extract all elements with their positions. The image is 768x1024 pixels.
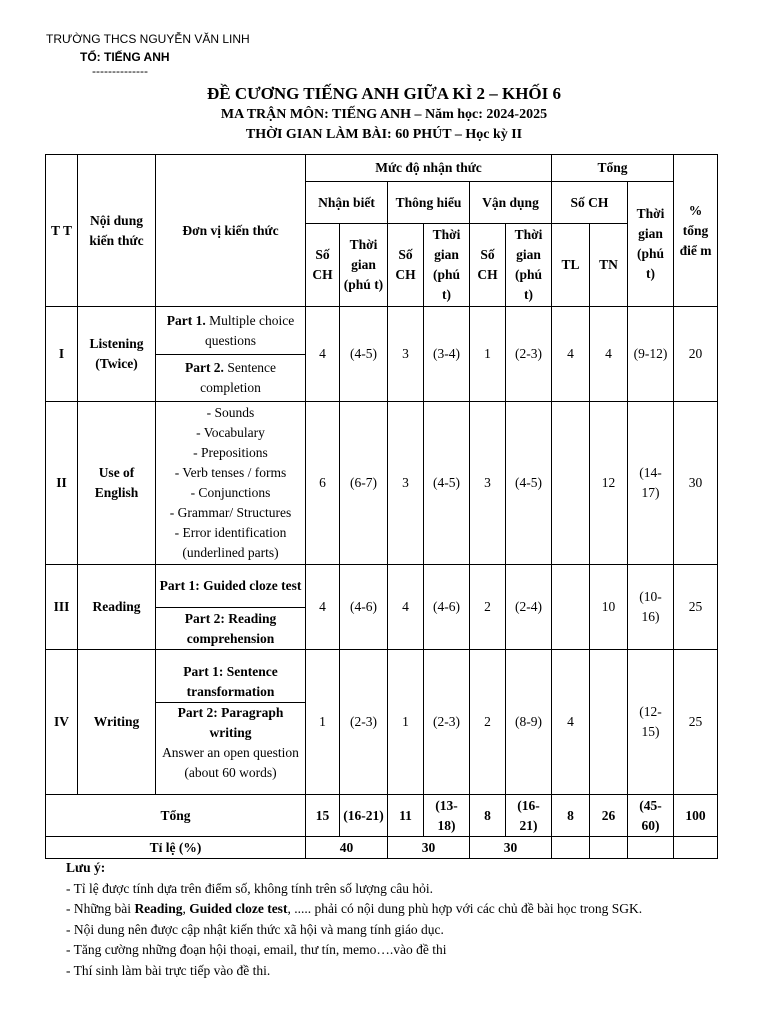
ratio-th: 30 (388, 837, 470, 859)
row-vd-sch: 2 (470, 565, 506, 650)
header-percent: % tổng điể m (674, 155, 718, 307)
row-unit-part: Part 2. Sentence completion (156, 355, 306, 402)
header-tt: T T (46, 155, 78, 307)
note-line: - Tỉ lệ được tính dựa trên điểm số, không tính trên số lượng câu hỏi. (66, 880, 434, 896)
row-tl (552, 565, 590, 650)
ratio-empty (628, 837, 674, 859)
header-content: Nội dung kiến thức (78, 155, 156, 307)
row-th-time: (4-6) (424, 565, 470, 650)
row-vd-sch: 1 (470, 307, 506, 402)
header-tl: TL (552, 224, 590, 307)
exam-time-subtitle: THỜI GIAN LÀM BÀI: 60 PHÚT – Học kỳ II (245, 127, 523, 142)
ratio-vd: 30 (470, 837, 552, 859)
row-tt: IV (46, 650, 78, 795)
row-th-sch: 1 (388, 650, 424, 795)
row-vd-time: (4-5) (506, 402, 552, 565)
header-total-time: Thời gian (phú t) (628, 182, 674, 307)
header-recognize: Nhận biết (306, 182, 388, 224)
row-tt: II (46, 402, 78, 565)
header-vd-sch: Số CH (470, 224, 506, 307)
ratio-empty (674, 837, 718, 859)
total-percent: 100 (674, 795, 718, 837)
total-nb-sch: 15 (306, 795, 340, 837)
row-vd-time: (2-4) (506, 565, 552, 650)
total-vd-sch: 8 (470, 795, 506, 837)
ratio-row (46, 837, 718, 859)
row-content: Writing (78, 650, 156, 795)
row-nb-sch: 4 (306, 307, 340, 402)
row-nb-time: (2-3) (340, 650, 388, 795)
row-tn: 10 (590, 565, 628, 650)
total-vd-time: (16-21) (506, 795, 552, 837)
row-nb-sch: 6 (306, 402, 340, 565)
total-th-sch: 11 (388, 795, 424, 837)
total-tn: 26 (590, 795, 628, 837)
document-subtitle: MA TRẬN MÔN: TIẾNG ANH – Năm học: 2024-2025 (220, 107, 548, 122)
row-percent: 25 (674, 650, 718, 795)
note-line: - Những bài Reading, Guided cloze test, ..... phải có nội dung phù hợp với các chủ đề bài học trong SGK. (66, 901, 643, 917)
note-line: - Tăng cường những đoạn hội thoại, email, thư tín, memo….vào đề thi (66, 942, 447, 958)
row-tt: III (46, 565, 78, 650)
row-tl: 4 (552, 307, 590, 402)
total-row (46, 795, 718, 837)
note-line: - Nội dung nên được cập nhật kiến thức xã hội và mang tính giáo dục. (66, 921, 444, 937)
ratio-empty (590, 837, 628, 859)
row-vd-time: (8-9) (506, 650, 552, 795)
ratio-nb: 40 (306, 837, 388, 859)
row-percent: 20 (674, 307, 718, 402)
row-unit-list: - Sounds - Vocabulary - Prepositions - Verb tenses / forms - Conjunctions - Grammar/ Structures - Error identification (underlined parts) (156, 402, 306, 565)
total-nb-time: (16-21) (340, 795, 388, 837)
row-time: (14-17) (628, 402, 674, 565)
row-th-time: (3-4) (424, 307, 470, 402)
header-cognitive-level: Mức độ nhận thức (306, 155, 552, 182)
row-percent: 25 (674, 565, 718, 650)
ratio-label: Tỉ lệ (%) (46, 837, 306, 859)
row-content: Reading (78, 565, 156, 650)
row-unit-part: Part 1. Multiple choice questions (156, 307, 306, 355)
row-tt: I (46, 307, 78, 402)
ratio-empty (552, 837, 590, 859)
row-tn: 4 (590, 307, 628, 402)
notes-section (66, 858, 642, 982)
header-th-sch: Số CH (388, 224, 424, 307)
row-nb-time: (6-7) (340, 402, 388, 565)
total-th-time: (13-18) (424, 795, 470, 837)
row-th-sch: 3 (388, 307, 424, 402)
department-name: TỔ: TIẾNG ANH (80, 50, 170, 64)
row-tn (590, 650, 628, 795)
row-nb-sch: 1 (306, 650, 340, 795)
note-line: - Thí sinh làm bài trực tiếp vào đề thi. (66, 962, 271, 978)
table-row (46, 307, 718, 355)
row-unit-part: Part 1: Guided cloze test (156, 565, 306, 608)
row-vd-sch: 2 (470, 650, 506, 795)
header-apply: Vận dụng (470, 182, 552, 224)
row-unit-writing: Part 1: Sentence transformation Part 2: Paragraph writing Answer an open question (about 60 words) (156, 650, 306, 795)
row-time: (10-16) (628, 565, 674, 650)
row-unit-part: Part 2: Reading comprehension (156, 608, 306, 650)
notes-title: Lưu ý: (66, 860, 106, 875)
school-name: TRƯỜNG THCS NGUYỄN VĂN LINH (46, 32, 250, 46)
total-time: (45-60) (628, 795, 674, 837)
row-content: Listening (Twice) (78, 307, 156, 402)
row-percent: 30 (674, 402, 718, 565)
header-nb-sch: Số CH (306, 224, 340, 307)
row-th-time: (4-5) (424, 402, 470, 565)
row-vd-time: (2-3) (506, 307, 552, 402)
row-time: (9-12) (628, 307, 674, 402)
row-nb-time: (4-5) (340, 307, 388, 402)
header-separator: -------------- (92, 64, 148, 78)
header-tn: TN (590, 224, 628, 307)
row-tl (552, 402, 590, 565)
header-th-time: Thời gian (phú t) (424, 224, 470, 307)
table-row (46, 402, 718, 565)
row-tl: 4 (552, 650, 590, 795)
row-nb-sch: 4 (306, 565, 340, 650)
exam-matrix-table (45, 154, 718, 859)
header-nb-time: Thời gian (phú t) (340, 224, 388, 307)
row-th-time: (2-3) (424, 650, 470, 795)
header-total: Tổng (552, 155, 674, 182)
header-total-sch: Số CH (552, 182, 628, 224)
header-unit: Đơn vị kiến thức (156, 155, 306, 307)
row-th-sch: 3 (388, 402, 424, 565)
total-tl: 8 (552, 795, 590, 837)
row-content: Use of English (78, 402, 156, 565)
row-tn: 12 (590, 402, 628, 565)
table-row (46, 650, 718, 795)
header-vd-time: Thời gian (phú t) (506, 224, 552, 307)
row-vd-sch: 3 (470, 402, 506, 565)
row-th-sch: 4 (388, 565, 424, 650)
row-time: (12-15) (628, 650, 674, 795)
header-understand: Thông hiểu (388, 182, 470, 224)
row-nb-time: (4-6) (340, 565, 388, 650)
total-label: Tổng (46, 795, 306, 837)
document-title: ĐỀ CƯƠNG TIẾNG ANH GIỮA KÌ 2 – KHỐI 6 (206, 84, 562, 103)
table-row (46, 565, 718, 608)
